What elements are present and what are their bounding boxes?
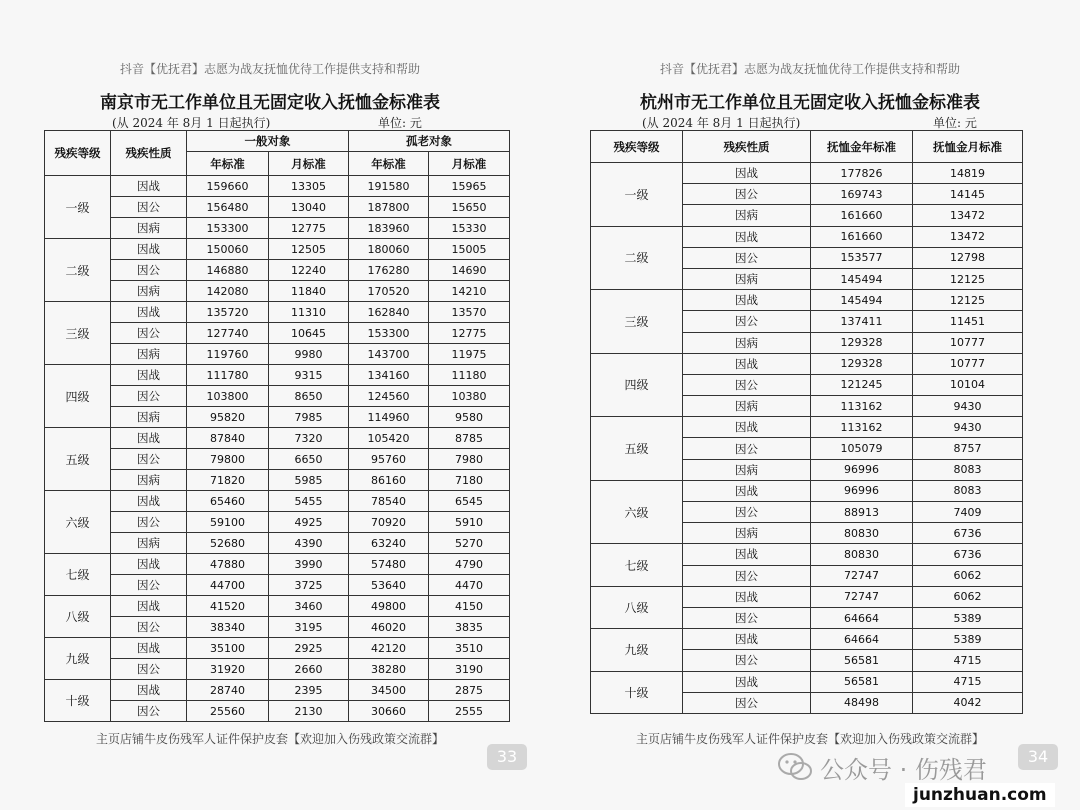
table-row — [45, 365, 510, 386]
value-cell: 103800 — [187, 386, 269, 407]
table-row — [591, 226, 1023, 247]
value-cell: 41520 — [187, 596, 269, 617]
value-cell: 12125 — [913, 290, 1023, 311]
level-cell: 十级 — [591, 671, 683, 713]
value-cell: 111780 — [187, 365, 269, 386]
value-cell: 38340 — [187, 617, 269, 638]
nature-cell: 因战 — [111, 596, 187, 617]
level-cell: 二级 — [591, 226, 683, 290]
value-cell: 14690 — [429, 260, 510, 281]
header-level: 残疾等级 — [591, 131, 683, 163]
table-row — [45, 218, 510, 239]
nature-cell: 因战 — [111, 680, 187, 701]
nature-cell: 因病 — [111, 218, 187, 239]
value-cell: 7180 — [429, 470, 510, 491]
nature-cell: 因公 — [111, 512, 187, 533]
value-cell: 8785 — [429, 428, 510, 449]
value-cell: 6062 — [913, 586, 1023, 607]
value-cell: 10777 — [913, 353, 1023, 374]
value-cell: 12798 — [913, 247, 1023, 268]
value-cell: 59100 — [187, 512, 269, 533]
value-cell: 9315 — [269, 365, 349, 386]
value-cell: 153577 — [811, 247, 913, 268]
level-cell: 四级 — [45, 365, 111, 428]
hangzhou-pension-table — [590, 130, 1023, 714]
value-cell: 146880 — [187, 260, 269, 281]
nature-cell: 因公 — [111, 617, 187, 638]
value-cell: 78540 — [349, 491, 429, 512]
value-cell: 64664 — [811, 629, 913, 650]
table-row — [45, 260, 510, 281]
table-row — [45, 428, 510, 449]
value-cell: 3460 — [269, 596, 349, 617]
value-cell: 10645 — [269, 323, 349, 344]
value-cell: 56581 — [811, 650, 913, 671]
value-cell: 3510 — [429, 638, 510, 659]
value-cell: 159660 — [187, 176, 269, 197]
nature-cell: 因公 — [683, 565, 811, 586]
value-cell: 13472 — [913, 226, 1023, 247]
value-cell: 4925 — [269, 512, 349, 533]
page-header: 抖音【优抚君】志愿为战友抚恤优待工作提供支持和帮助 — [119, 62, 420, 76]
value-cell: 9430 — [913, 417, 1023, 438]
value-cell: 8083 — [913, 459, 1023, 480]
value-cell: 63240 — [349, 533, 429, 554]
value-cell: 95820 — [187, 407, 269, 428]
value-cell: 11451 — [913, 311, 1023, 332]
table-row — [45, 554, 510, 575]
value-cell: 15005 — [429, 239, 510, 260]
value-cell: 4470 — [429, 575, 510, 596]
value-cell: 124560 — [349, 386, 429, 407]
value-cell: 35100 — [187, 638, 269, 659]
value-cell: 3195 — [269, 617, 349, 638]
value-cell: 38280 — [349, 659, 429, 680]
header-general: 一般对象 — [187, 131, 349, 152]
value-cell: 156480 — [187, 197, 269, 218]
value-cell: 7980 — [429, 449, 510, 470]
value-cell: 13040 — [269, 197, 349, 218]
page-footer: 主页店铺牛皮伤残军人证件保护皮套【欢迎加入伤残政策交流群】 — [95, 732, 444, 746]
table-row — [45, 323, 510, 344]
table-row — [45, 470, 510, 491]
value-cell: 180060 — [349, 239, 429, 260]
value-cell: 187800 — [349, 197, 429, 218]
page-number: 34 — [1018, 744, 1058, 770]
value-cell: 3835 — [429, 617, 510, 638]
value-cell: 3725 — [269, 575, 349, 596]
value-cell: 2130 — [269, 701, 349, 722]
value-cell: 5389 — [913, 607, 1023, 628]
value-cell: 34500 — [349, 680, 429, 701]
value-cell: 6736 — [913, 544, 1023, 565]
nature-cell: 因公 — [111, 659, 187, 680]
table-row — [45, 659, 510, 680]
nature-cell: 因战 — [111, 428, 187, 449]
value-cell: 11180 — [429, 365, 510, 386]
value-cell: 6736 — [913, 523, 1023, 544]
table-row — [45, 344, 510, 365]
value-cell: 127740 — [187, 323, 269, 344]
nature-cell: 因战 — [683, 353, 811, 374]
level-cell: 七级 — [591, 544, 683, 586]
level-cell: 八级 — [591, 586, 683, 628]
level-cell: 六级 — [45, 491, 111, 554]
table-row — [45, 512, 510, 533]
table-row — [45, 386, 510, 407]
table-row — [591, 163, 1023, 184]
value-cell: 7409 — [913, 502, 1023, 523]
table-row — [45, 680, 510, 701]
site-watermark: junzhuan.com — [905, 783, 1055, 807]
nature-cell: 因公 — [111, 449, 187, 470]
unit-label: 单位: 元 — [378, 116, 422, 130]
effective-date: (从 2024 年 8月 1 日起执行) — [112, 116, 271, 130]
value-cell: 191580 — [349, 176, 429, 197]
nature-cell: 因战 — [683, 671, 811, 692]
table-row — [45, 281, 510, 302]
nature-cell: 因公 — [111, 386, 187, 407]
value-cell: 5389 — [913, 629, 1023, 650]
unit-label: 单位: 元 — [933, 116, 977, 130]
level-cell: 三级 — [591, 290, 683, 354]
value-cell: 3990 — [269, 554, 349, 575]
header-level: 残疾等级 — [45, 131, 111, 176]
value-cell: 80830 — [811, 523, 913, 544]
value-cell: 9980 — [269, 344, 349, 365]
level-cell: 一级 — [45, 176, 111, 239]
page-footer: 主页店铺牛皮伤残军人证件保护皮套【欢迎加入伤残政策交流群】 — [635, 732, 984, 746]
value-cell: 113162 — [811, 396, 913, 417]
value-cell: 52680 — [187, 533, 269, 554]
watermark-text: 公众号 · 伤残君 — [820, 755, 987, 784]
value-cell: 105420 — [349, 428, 429, 449]
value-cell: 8757 — [913, 438, 1023, 459]
value-cell: 119760 — [187, 344, 269, 365]
value-cell: 48498 — [811, 692, 913, 713]
table-row — [591, 353, 1023, 374]
nature-cell: 因病 — [683, 459, 811, 480]
value-cell: 4715 — [913, 650, 1023, 671]
level-cell: 五级 — [45, 428, 111, 491]
nature-cell: 因战 — [683, 163, 811, 184]
value-cell: 143700 — [349, 344, 429, 365]
value-cell: 13305 — [269, 176, 349, 197]
table-row — [591, 671, 1023, 692]
value-cell: 162840 — [349, 302, 429, 323]
value-cell: 135720 — [187, 302, 269, 323]
nature-cell: 因战 — [111, 638, 187, 659]
value-cell: 2925 — [269, 638, 349, 659]
nature-cell: 因公 — [683, 184, 811, 205]
nature-cell: 因病 — [111, 281, 187, 302]
level-cell: 十级 — [45, 680, 111, 722]
nature-cell: 因病 — [111, 533, 187, 554]
nature-cell: 因公 — [683, 247, 811, 268]
nature-cell: 因公 — [683, 607, 811, 628]
value-cell: 177826 — [811, 163, 913, 184]
value-cell: 9580 — [429, 407, 510, 428]
value-cell: 113162 — [811, 417, 913, 438]
value-cell: 86160 — [349, 470, 429, 491]
value-cell: 11975 — [429, 344, 510, 365]
level-cell: 三级 — [45, 302, 111, 365]
table-title: 杭州市无工作单位且无固定收入抚恤金标准表 — [640, 93, 980, 113]
nature-cell: 因公 — [683, 650, 811, 671]
wechat-icon — [778, 752, 812, 782]
value-cell: 79800 — [187, 449, 269, 470]
table-row — [45, 701, 510, 722]
value-cell: 6545 — [429, 491, 510, 512]
nature-cell: 因病 — [111, 407, 187, 428]
value-cell: 53640 — [349, 575, 429, 596]
nature-cell: 因公 — [683, 438, 811, 459]
value-cell: 2395 — [269, 680, 349, 701]
value-cell: 2875 — [429, 680, 510, 701]
nature-cell: 因公 — [683, 374, 811, 395]
page-number: 33 — [487, 744, 527, 770]
value-cell: 5455 — [269, 491, 349, 512]
nature-cell: 因战 — [111, 491, 187, 512]
value-cell: 6062 — [913, 565, 1023, 586]
nature-cell: 因公 — [683, 692, 811, 713]
table-title: 南京市无工作单位且无固定收入抚恤金标准表 — [100, 93, 440, 113]
value-cell: 44700 — [187, 575, 269, 596]
value-cell: 96996 — [811, 459, 913, 480]
page-header: 抖音【优抚君】志愿为战友抚恤优待工作提供支持和帮助 — [659, 62, 960, 76]
level-cell: 一级 — [591, 163, 683, 227]
table-row — [45, 491, 510, 512]
value-cell: 10104 — [913, 374, 1023, 395]
level-cell: 六级 — [591, 480, 683, 544]
value-cell: 105079 — [811, 438, 913, 459]
nature-cell: 因病 — [111, 470, 187, 491]
level-cell: 二级 — [45, 239, 111, 302]
level-cell: 九级 — [45, 638, 111, 680]
nature-cell: 因病 — [683, 523, 811, 544]
value-cell: 176280 — [349, 260, 429, 281]
header-orphan-monthly: 月标准 — [429, 152, 510, 176]
value-cell: 71820 — [187, 470, 269, 491]
value-cell: 14819 — [913, 163, 1023, 184]
header-annual: 抚恤金年标准 — [811, 131, 913, 163]
value-cell: 4715 — [913, 671, 1023, 692]
header-general-monthly: 月标准 — [269, 152, 349, 176]
table-row — [591, 629, 1023, 650]
value-cell: 153300 — [349, 323, 429, 344]
value-cell: 28740 — [187, 680, 269, 701]
nature-cell: 因公 — [111, 197, 187, 218]
value-cell: 14145 — [913, 184, 1023, 205]
value-cell: 25560 — [187, 701, 269, 722]
table-row — [45, 239, 510, 260]
nature-cell: 因战 — [683, 226, 811, 247]
value-cell: 4790 — [429, 554, 510, 575]
value-cell: 170520 — [349, 281, 429, 302]
nature-cell: 因战 — [683, 629, 811, 650]
nature-cell: 因战 — [111, 554, 187, 575]
value-cell: 4042 — [913, 692, 1023, 713]
value-cell: 14210 — [429, 281, 510, 302]
nature-cell: 因公 — [111, 323, 187, 344]
table-row — [45, 617, 510, 638]
value-cell: 4390 — [269, 533, 349, 554]
value-cell: 7985 — [269, 407, 349, 428]
value-cell: 5910 — [429, 512, 510, 533]
value-cell: 145494 — [811, 268, 913, 289]
level-cell: 四级 — [591, 353, 683, 417]
value-cell: 134160 — [349, 365, 429, 386]
nature-cell: 因战 — [683, 544, 811, 565]
nature-cell: 因战 — [683, 586, 811, 607]
table-row — [591, 480, 1023, 501]
table-row — [45, 575, 510, 596]
nanjing-pension-table — [44, 130, 510, 722]
header-monthly: 抚恤金月标准 — [913, 131, 1023, 163]
value-cell: 49800 — [349, 596, 429, 617]
value-cell: 150060 — [187, 239, 269, 260]
value-cell: 12775 — [269, 218, 349, 239]
value-cell: 153300 — [187, 218, 269, 239]
value-cell: 12125 — [913, 268, 1023, 289]
table-row — [591, 290, 1023, 311]
nature-cell: 因病 — [683, 332, 811, 353]
nature-cell: 因战 — [683, 480, 811, 501]
value-cell: 87840 — [187, 428, 269, 449]
value-cell: 46020 — [349, 617, 429, 638]
value-cell: 11310 — [269, 302, 349, 323]
value-cell: 42120 — [349, 638, 429, 659]
value-cell: 15650 — [429, 197, 510, 218]
value-cell: 137411 — [811, 311, 913, 332]
value-cell: 3190 — [429, 659, 510, 680]
value-cell: 5270 — [429, 533, 510, 554]
value-cell: 9430 — [913, 396, 1023, 417]
value-cell: 72747 — [811, 565, 913, 586]
nature-cell: 因战 — [683, 290, 811, 311]
value-cell: 13472 — [913, 205, 1023, 226]
value-cell: 121245 — [811, 374, 913, 395]
value-cell: 161660 — [811, 226, 913, 247]
value-cell: 88913 — [811, 502, 913, 523]
table-row — [45, 596, 510, 617]
value-cell: 6650 — [269, 449, 349, 470]
value-cell: 15330 — [429, 218, 510, 239]
nature-cell: 因公 — [111, 260, 187, 281]
value-cell: 10777 — [913, 332, 1023, 353]
nature-cell: 因病 — [683, 268, 811, 289]
value-cell: 8650 — [269, 386, 349, 407]
header-nature: 残疾性质 — [683, 131, 811, 163]
value-cell: 8083 — [913, 480, 1023, 501]
right-page — [540, 0, 1080, 810]
table-row — [591, 586, 1023, 607]
value-cell: 47880 — [187, 554, 269, 575]
table-row — [45, 533, 510, 554]
table-row — [45, 176, 510, 197]
value-cell: 70920 — [349, 512, 429, 533]
watermark — [778, 750, 987, 784]
value-cell: 129328 — [811, 353, 913, 374]
value-cell: 114960 — [349, 407, 429, 428]
value-cell: 4150 — [429, 596, 510, 617]
table-row — [45, 302, 510, 323]
value-cell: 95760 — [349, 449, 429, 470]
value-cell: 31920 — [187, 659, 269, 680]
table-row — [45, 638, 510, 659]
nature-cell: 因病 — [683, 396, 811, 417]
effective-date: (从 2024 年 8月 1 日起执行) — [642, 116, 801, 130]
nature-cell: 因战 — [683, 417, 811, 438]
level-cell: 七级 — [45, 554, 111, 596]
table-row — [591, 544, 1023, 565]
header-general-annual: 年标准 — [187, 152, 269, 176]
value-cell: 64664 — [811, 607, 913, 628]
value-cell: 12240 — [269, 260, 349, 281]
value-cell: 142080 — [187, 281, 269, 302]
table-row — [591, 417, 1023, 438]
value-cell: 161660 — [811, 205, 913, 226]
level-cell: 八级 — [45, 596, 111, 638]
value-cell: 169743 — [811, 184, 913, 205]
nature-cell: 因战 — [111, 176, 187, 197]
header-orphan-annual: 年标准 — [349, 152, 429, 176]
value-cell: 129328 — [811, 332, 913, 353]
nature-cell: 因病 — [683, 205, 811, 226]
value-cell: 72747 — [811, 586, 913, 607]
value-cell: 10380 — [429, 386, 510, 407]
value-cell: 15965 — [429, 176, 510, 197]
value-cell: 96996 — [811, 480, 913, 501]
table-row — [45, 197, 510, 218]
value-cell: 13570 — [429, 302, 510, 323]
value-cell: 12505 — [269, 239, 349, 260]
nature-cell: 因公 — [111, 701, 187, 722]
nature-cell: 因战 — [111, 239, 187, 260]
table-row — [45, 449, 510, 470]
value-cell: 7320 — [269, 428, 349, 449]
value-cell: 11840 — [269, 281, 349, 302]
level-cell: 九级 — [591, 629, 683, 671]
header-orphan: 孤老对象 — [349, 131, 510, 152]
value-cell: 183960 — [349, 218, 429, 239]
value-cell: 56581 — [811, 671, 913, 692]
table-row — [45, 407, 510, 428]
nature-cell: 因战 — [111, 365, 187, 386]
value-cell: 5985 — [269, 470, 349, 491]
nature-cell: 因公 — [111, 575, 187, 596]
nature-cell: 因战 — [111, 302, 187, 323]
value-cell: 145494 — [811, 290, 913, 311]
value-cell: 65460 — [187, 491, 269, 512]
level-cell: 五级 — [591, 417, 683, 481]
value-cell: 57480 — [349, 554, 429, 575]
value-cell: 80830 — [811, 544, 913, 565]
header-nature: 残疾性质 — [111, 131, 187, 176]
nature-cell: 因病 — [111, 344, 187, 365]
value-cell: 2555 — [429, 701, 510, 722]
value-cell: 12775 — [429, 323, 510, 344]
nature-cell: 因公 — [683, 502, 811, 523]
nature-cell: 因公 — [683, 311, 811, 332]
value-cell: 2660 — [269, 659, 349, 680]
value-cell: 30660 — [349, 701, 429, 722]
